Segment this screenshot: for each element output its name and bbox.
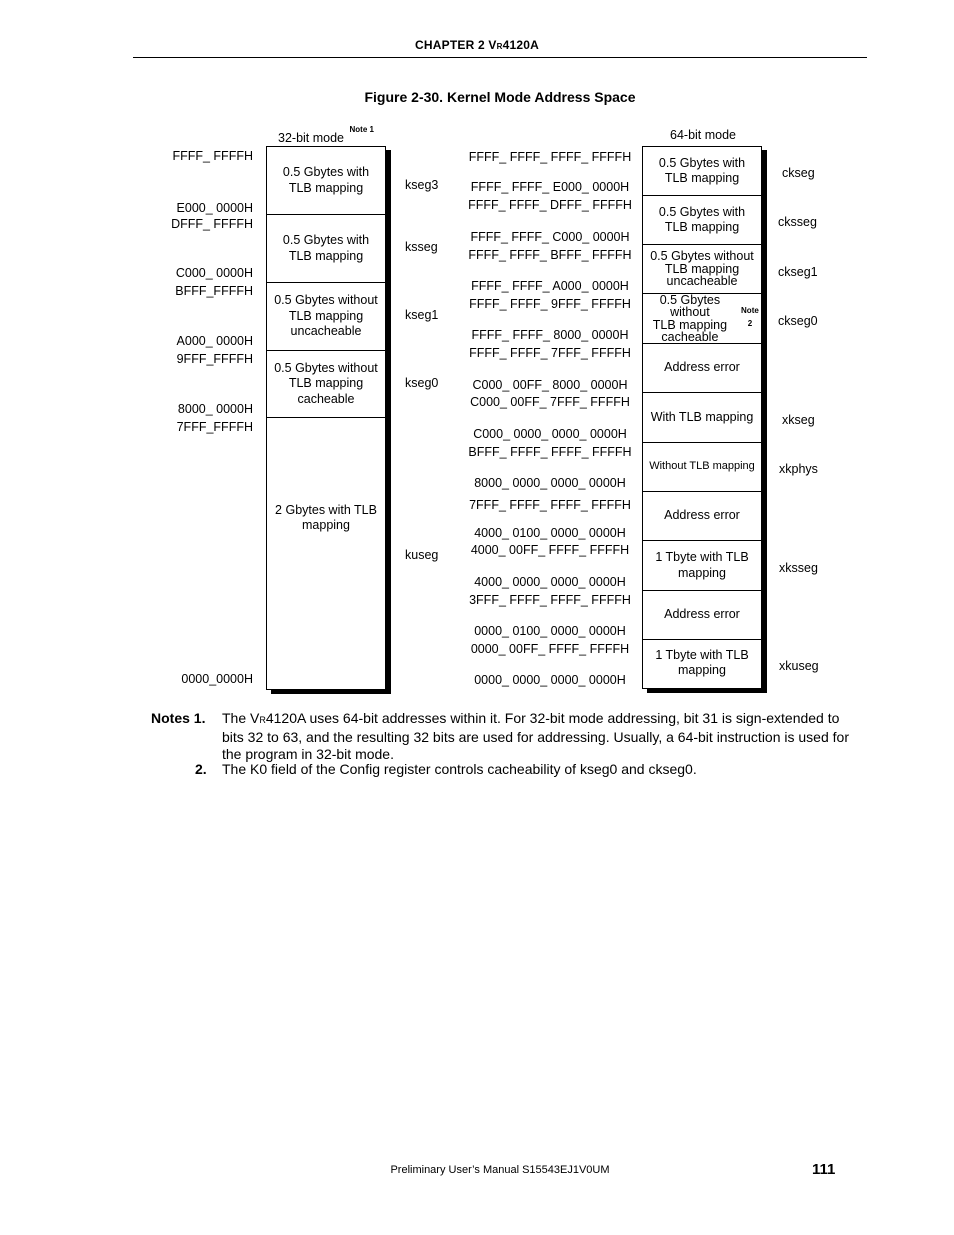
- addr64-0: FFFF_ FFFF_ FFFF_ FFFFH: [468, 150, 632, 164]
- segment-ckseg: ckseg: [782, 166, 815, 180]
- segment-xksseg: xksseg: [779, 561, 818, 575]
- mode64-cell-ckseg: [643, 147, 761, 196]
- chapter-model: 4120A: [502, 38, 539, 52]
- mode64-cell-xkseg: [643, 393, 761, 443]
- addr32-4: BFFF_FFFFH: [175, 284, 253, 298]
- header-rule: [133, 57, 867, 58]
- addr64-13: 8000_ 0000_ 0000_ 0000H: [474, 476, 626, 490]
- mode32-cell-kseg3-text: 0.5 Gbytes with TLB mapping: [282, 165, 370, 195]
- page-number: 111: [812, 1161, 836, 1178]
- segment-ckseg1: ckseg1: [778, 265, 818, 279]
- addr64-1: FFFF_ FFFF_ E000_ 0000H: [470, 180, 630, 194]
- mode64-cell-cksseg-text: 0.5 Gbytes with TLB mapping: [658, 204, 746, 234]
- chapter-text: CHAPTER 2 V: [415, 38, 497, 52]
- addr64-18: 3FFF_ FFFF_ FFFF_ FFFFH: [469, 593, 631, 607]
- mode64-cell-xkuseg: [643, 640, 761, 686]
- mode64-cell-xksseg-text: 1 Tbyte with TLB mapping: [655, 550, 749, 580]
- figure-title: Figure 2-30. Kernel Mode Address Space: [364, 89, 636, 105]
- note2-marker: Note 2: [741, 306, 759, 328]
- addr64-9: C000_ 00FF_ 8000_ 0000H: [472, 378, 628, 392]
- footer-manual: Preliminary User’s Manual S15543EJ1V0UM: [390, 1164, 610, 1176]
- addr64-10: C000_ 00FF_ 7FFF_ FFFFH: [470, 395, 630, 409]
- addr64-16: 4000_ 00FF_ FFFF_ FFFFH: [470, 543, 630, 557]
- mode32-cell-kseg1: [267, 283, 385, 351]
- mode32-cell-kseg3: [267, 147, 385, 215]
- mode32-cell-kseg0: [267, 351, 385, 418]
- addr64-5: FFFF_ FFFF_ A000_ 0000H: [471, 279, 629, 293]
- mode64-cell-xkphys: [643, 443, 761, 492]
- segment-xkuseg: xkuseg: [779, 659, 819, 673]
- addr64-14: 7FFF_ FFFF_ FFFF_ FFFFH: [469, 498, 631, 512]
- addr64-7: FFFF_ FFFF_ 8000_ 0000H: [471, 328, 629, 342]
- addr64-3: FFFF_ FFFF_ C000_ 0000H: [470, 230, 630, 244]
- addr32-8: 7FFF_FFFFH: [176, 420, 253, 434]
- mode64-cell-ckseg0-text: 0.5 Gbytes without TLB mapping cacheable: [652, 292, 728, 344]
- note-1-subscript: R: [259, 715, 266, 725]
- segment-kuseg: kuseg: [405, 548, 439, 562]
- addr64-17: 4000_ 0000_ 0000_ 0000H: [474, 575, 626, 589]
- mode32-label-text: 32-bit mode: [278, 131, 345, 146]
- chapter-header: [0, 38, 954, 52]
- notes-heading: Notes 1.: [151, 710, 206, 726]
- addr64-6: FFFF_ FFFF_ 9FFF_ FFFFH: [469, 297, 631, 311]
- addr32-7: 8000_ 0000H: [177, 402, 253, 416]
- addr64-15: 4000_ 0100_ 0000_ 0000H: [474, 526, 626, 540]
- note-1-text: 4120A uses 64-bit addresses within it. For 32-bit mode addressing, bit 31 is sign-extended to bits 32 to 63, and the resulting 32 bits are used for addressing. Usually, a 64-bit instruction is used for the program in 32-bit mode.: [222, 710, 849, 762]
- mode32-cell-kuseg-text: 2 Gbytes with TLB mapping: [275, 502, 377, 532]
- mode32-cell-kuseg: [267, 418, 385, 618]
- mode32-address-column: [266, 146, 386, 690]
- mode64-cell-ckseg-text: 0.5 Gbytes with TLB mapping: [658, 155, 746, 185]
- mode32-cell-kseg0-text: 0.5 Gbytes without TLB mapping cacheable: [274, 360, 378, 406]
- mode64-cell-xkuseg-text: 1 Tbyte with TLB mapping: [655, 647, 749, 677]
- addr64-4: FFFF_ FFFF_ BFFF_ FFFFH: [468, 248, 632, 262]
- segment-kseg1: kseg1: [405, 308, 439, 322]
- note-2-text: The K0 field of the Config register controls cacheability of kseg0 and ckseg0.: [222, 761, 697, 777]
- addr64-2: FFFF_ FFFF_ DFFF_ FFFFH: [468, 198, 632, 212]
- addr32-6: 9FFF_FFFFH: [176, 352, 253, 366]
- mode64-cell-xkphys-text: Without TLB mapping: [649, 460, 755, 473]
- addr64-19: 0000_ 0100_ 0000_ 0000H: [474, 624, 626, 638]
- segment-ksseg: ksseg: [405, 240, 438, 254]
- mode64-label: 64-bit mode: [670, 128, 737, 142]
- addr32-5: A000_ 0000H: [176, 334, 253, 348]
- mode64-cell-ckseg1-text: 0.5 Gbytes without TLB mapping uncacheable: [650, 249, 754, 289]
- mode64-cell-address-error-1: [643, 344, 761, 393]
- mode32-cell-ksseg-text: 0.5 Gbytes with TLB mapping: [282, 233, 370, 263]
- addr32-1: E000_ 0000H: [176, 201, 253, 215]
- note-1: [222, 710, 862, 763]
- addr32-2: DFFF_ FFFFH: [171, 217, 253, 231]
- chapter-subscript: R: [496, 42, 503, 51]
- mode64-cell-address-error-2-text: Address error: [664, 508, 740, 523]
- addr64-20: 0000_ 00FF_ FFFF_ FFFFH: [470, 642, 630, 656]
- segment-kseg0: kseg0: [405, 376, 439, 390]
- addr64-11: C000_ 0000_ 0000_ 0000H: [473, 427, 627, 441]
- addr64-21: 0000_ 0000_ 0000_ 0000H: [474, 673, 626, 687]
- mode64-address-column: [642, 146, 762, 689]
- note-2-number: 2.: [195, 761, 207, 777]
- addr32-0: FFFF_ FFFFH: [172, 149, 253, 163]
- mode64-cell-cksseg: [643, 196, 761, 245]
- mode32-cell-ksseg: [267, 215, 385, 283]
- note1-marker: Note 1: [349, 125, 374, 134]
- mode64-cell-address-error-3: [643, 591, 761, 640]
- note-1-pre: The V: [222, 710, 260, 726]
- segment-xkseg: xkseg: [782, 413, 815, 427]
- addr32-9: 0000_0000H: [181, 672, 253, 686]
- mode64-cell-address-error-2: [643, 492, 761, 541]
- mode64-cell-ckseg1: [643, 245, 761, 294]
- mode64-cell-xkseg-text: With TLB mapping: [650, 409, 754, 424]
- mode64-cell-address-error-1-text: Address error: [664, 360, 740, 375]
- mode32-cell-kseg1-text: 0.5 Gbytes without TLB mapping uncacheable: [274, 293, 378, 339]
- segment-xkphys: xkphys: [779, 462, 818, 476]
- segment-ckseg0: ckseg0: [778, 314, 818, 328]
- addr64-12: BFFF_ FFFF_ FFFF_ FFFFH: [468, 445, 632, 459]
- segment-kseg3: kseg3: [405, 178, 439, 192]
- mode32-label: [278, 127, 374, 146]
- addr32-3: C000_ 0000H: [175, 266, 253, 280]
- segment-cksseg: cksseg: [778, 215, 817, 229]
- mode64-cell-ckseg0: [643, 294, 761, 344]
- mode64-cell-xksseg: [643, 541, 761, 591]
- mode64-cell-address-error-3-text: Address error: [664, 607, 740, 622]
- addr64-8: FFFF_ FFFF_ 7FFF_ FFFFH: [469, 346, 631, 360]
